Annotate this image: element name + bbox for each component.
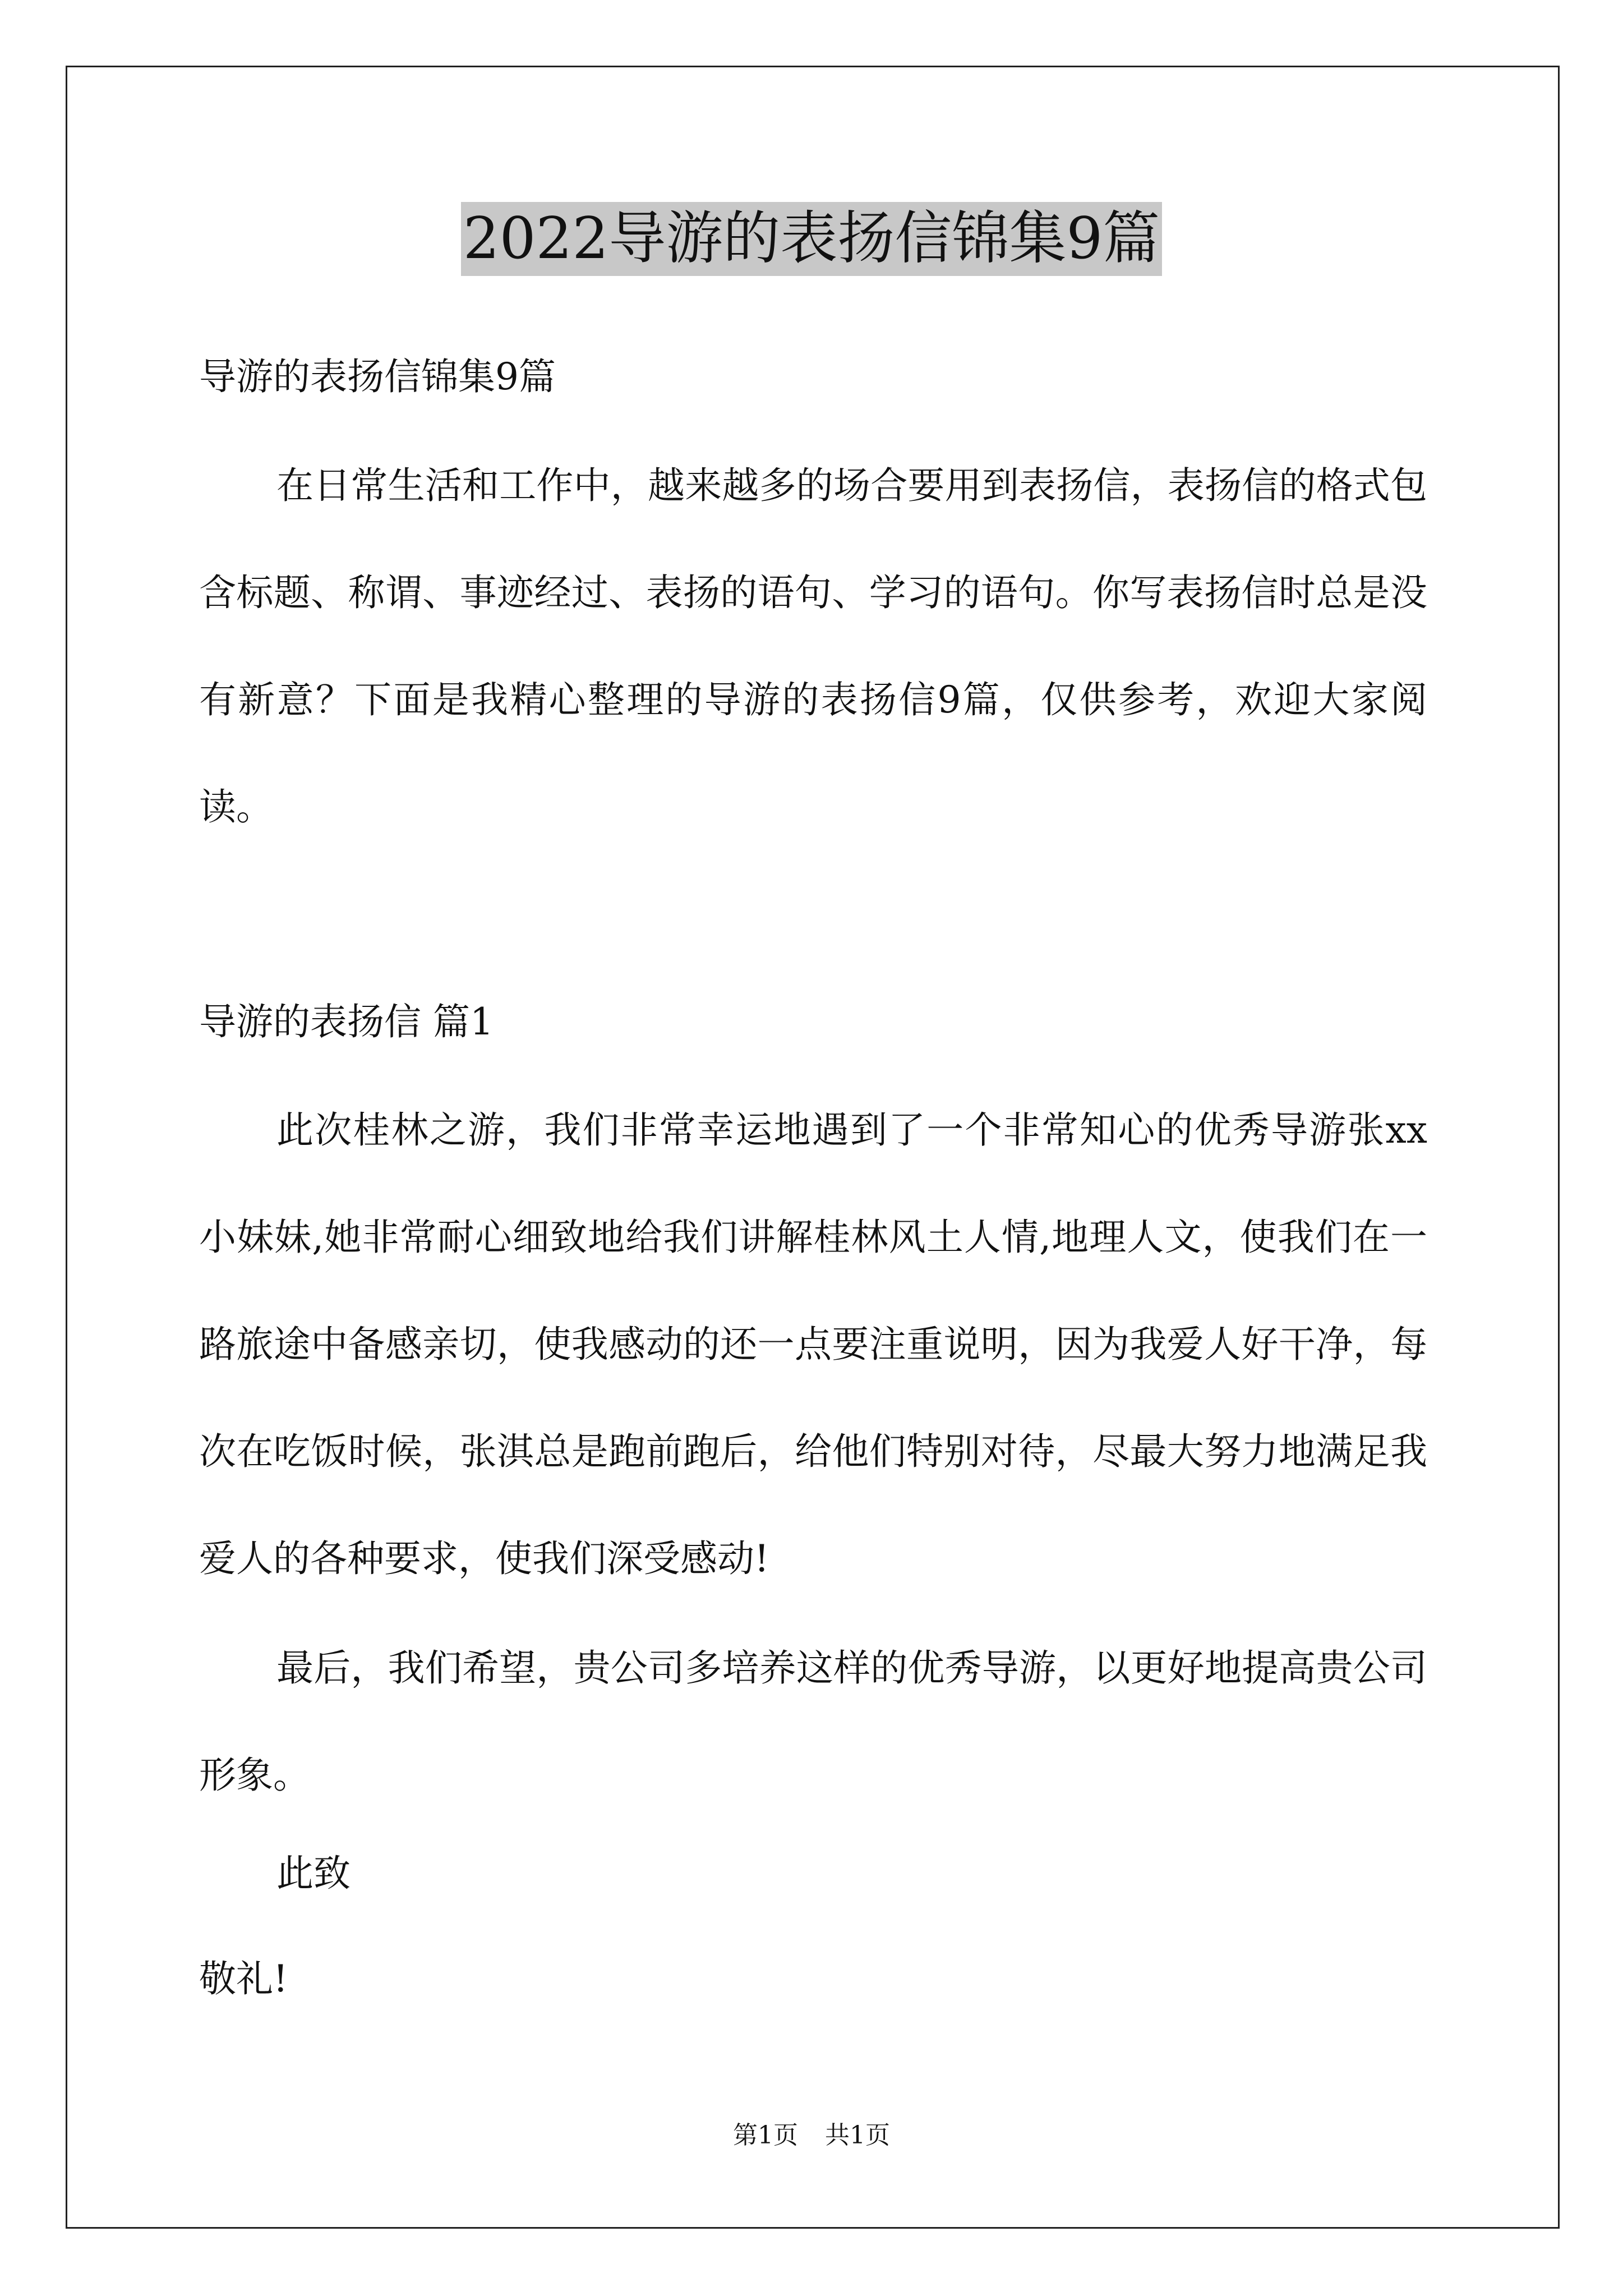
closing-respect: 敬礼! [199,1957,288,2000]
intro-paragraph: 在日常生活和工作中，越来越多的场合要用到表扬信，表扬信的格式包含标题、称谓、事迹经过、表扬的语句、学习的语句。你写表扬信时总是没有新意？下面是我精心整理的导游的表扬信9篇，仅供参考，欢迎大家阅读。 [199,464,1427,829]
section-heading: 导游的表扬信 篇1 [199,1000,494,1043]
title-container [0,202,1623,276]
page-number: 第1页 [733,2121,798,2150]
page-footer [0,2120,1623,2151]
body-paragraph-2: 最后，我们希望，贵公司多培养这样的优秀导游，以更好地提高贵公司形象。 [199,1646,1427,1797]
body-paragraph-1: 此次桂林之游，我们非常幸运地遇到了一个非常知心的优秀导游张xx小妹妹,她非常耐心细致地给我们讲解桂林风土人情,地理人文，使我们在一路旅途中备感亲切，使我感动的还一点要注重说明，因为我爱人好干净，每次在吃饭时候，张淇总是跑前跑后，给他们特别对待，尽最大努力地满足我爱人的各种要求，使我们深受感动! [199,1108,1427,1580]
document-subtitle: 导游的表扬信锦集9篇 [199,355,556,398]
document-title: 2022导游的表扬信锦集9篇 [461,202,1162,276]
closing-salutation: 此致 [276,1852,351,1895]
page-total: 共1页 [825,2121,890,2150]
